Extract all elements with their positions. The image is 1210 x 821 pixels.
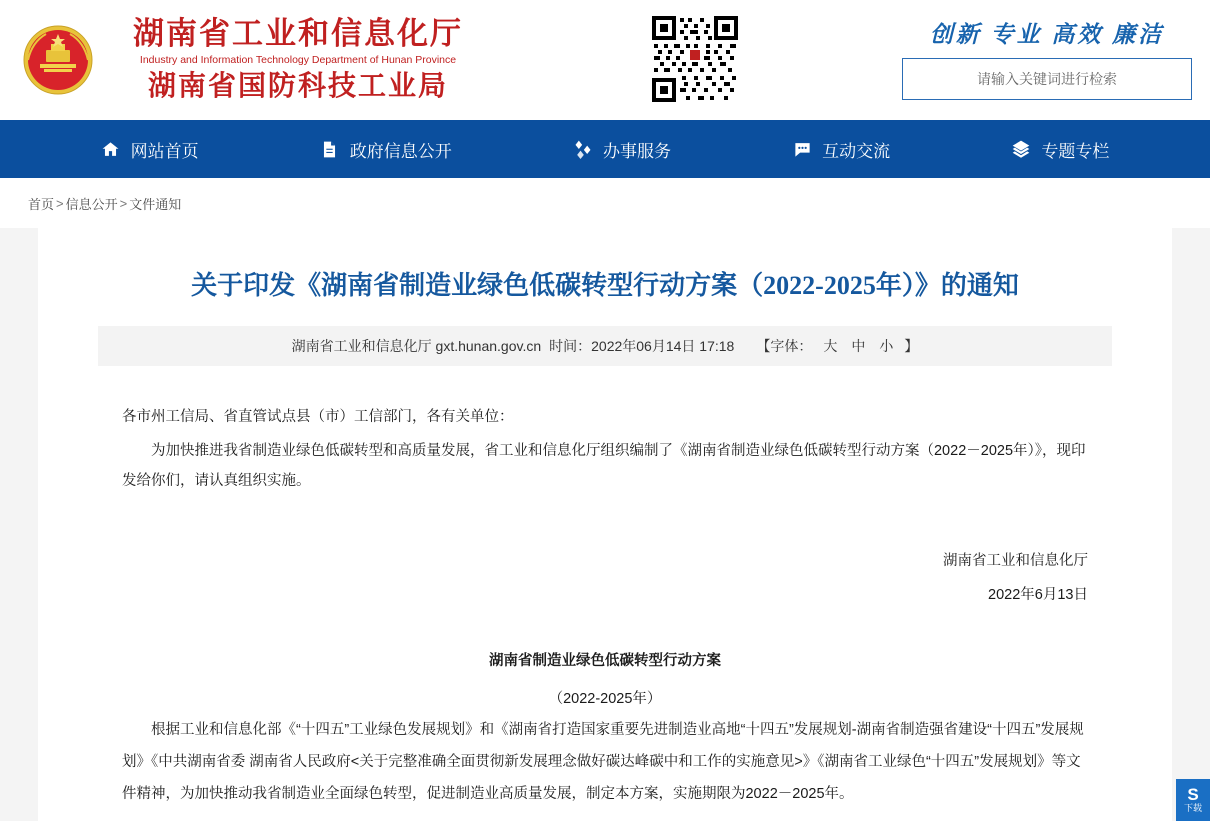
nav-item-label: 互动交流 [822, 141, 891, 161]
page-body [0, 228, 1210, 821]
nav-item-government-info[interactable] [320, 137, 452, 162]
article-paragraph-2: 根据工业和信息化部《“十四五”工业绿色发展规划》和《湖南省打造国家重要先进制造业高地“十四五”发展规划-湖南省制造强省建设“十四五”发展规划》《中共湖南省委 湖南省人民政府<关于完整准确全面贯彻新发展理念做好碳达峰碳中和工作的实施意见>》《湖南省工业绿色“十四五”发展规划》等文件精神，为加快推动我省制造业全面绿色转型，促进制造业高质量发展，制定本方案，实施期限为2022－2025年。 [122, 722, 1084, 802]
fontsize-medium-button[interactable]: 中 [851, 338, 866, 354]
breadcrumb [0, 178, 1210, 228]
nav-item-interaction[interactable] [792, 137, 890, 162]
breadcrumb-separator: > [56, 195, 64, 211]
home-icon [101, 139, 121, 159]
search-input[interactable] [903, 59, 1191, 99]
breadcrumb-item-notice[interactable]: 文件通知 [129, 196, 182, 212]
nav-item-label: 专题专栏 [1041, 141, 1110, 161]
nav-item-label: 网站首页 [130, 141, 199, 161]
fontsize-label: 【字体： [756, 338, 813, 354]
article-salutation: 各市州工信局、省直管试点县（市）工信部门，各有关单位： [122, 409, 514, 425]
site-title-cn-secondary: 湖南省国防科技工业局 [147, 71, 448, 102]
site-title-en: Industry and Information Technology Department of Hunan Province [139, 54, 457, 66]
site-header [0, 0, 1210, 120]
breadcrumb-separator: > [119, 195, 128, 211]
nav-item-label: 办事服务 [602, 141, 671, 161]
page-title: 关于印发《湖南省制造业绿色低碳转型行动方案（2022-2025年）》的通知 [191, 271, 1019, 300]
layers-icon [1011, 139, 1031, 159]
service-float-sub: 下载 [1183, 803, 1202, 813]
nav-item-label: 政府信息公开 [349, 141, 452, 161]
article-source: 湖南省工业和信息化厅 gxt.hunan.gov.cn [291, 338, 542, 354]
article-paragraph-1: 为加快推进我省制造业绿色低碳转型和高质量发展，省工业和信息化厅组织编制了《湖南省制造业绿色低碳转型行动方案（2022－2025年）》，现印发给你们，请认真组织实施。 [122, 443, 1086, 489]
nav-item-home[interactable] [101, 137, 199, 162]
article-container [38, 228, 1172, 821]
site-slogan: 创新 专业 高效 廉洁 [929, 22, 1165, 47]
nav-item-topics[interactable] [1011, 137, 1109, 162]
article-body [98, 366, 1112, 810]
document-icon [320, 139, 340, 159]
article-subtitle-period: （2022-2025年） [548, 691, 662, 707]
service-float-main: S [1187, 785, 1199, 804]
nav-item-services[interactable] [573, 137, 671, 162]
breadcrumb-item-home[interactable]: 首页 [28, 196, 55, 212]
fontsize-close-bracket: 】 [904, 338, 919, 354]
article-time: 时间：2022年06月14日 17:18 [549, 338, 735, 354]
site-title-cn-primary: 湖南省工业和信息化厅 [133, 16, 463, 51]
chat-icon [792, 139, 812, 159]
search-box[interactable] [902, 58, 1192, 100]
fontsize-large-button[interactable]: 大 [823, 338, 838, 354]
breadcrumb-item-info[interactable]: 信息公开 [65, 196, 118, 212]
article-signature: 湖南省工业和信息化厅 [943, 553, 1088, 569]
article-meta-bar [98, 326, 1112, 366]
service-icon [573, 139, 593, 159]
article-date: 2022年6月13日 [988, 587, 1088, 603]
site-title-block [108, 16, 488, 104]
fontsize-small-button[interactable]: 小 [879, 338, 894, 354]
main-navigation [0, 120, 1210, 178]
qr-code-icon [650, 14, 740, 104]
service-float-icon[interactable] [1176, 779, 1210, 821]
article-subtitle: 湖南省制造业绿色低碳转型行动方案 [489, 653, 721, 669]
national-emblem-icon [18, 20, 98, 100]
